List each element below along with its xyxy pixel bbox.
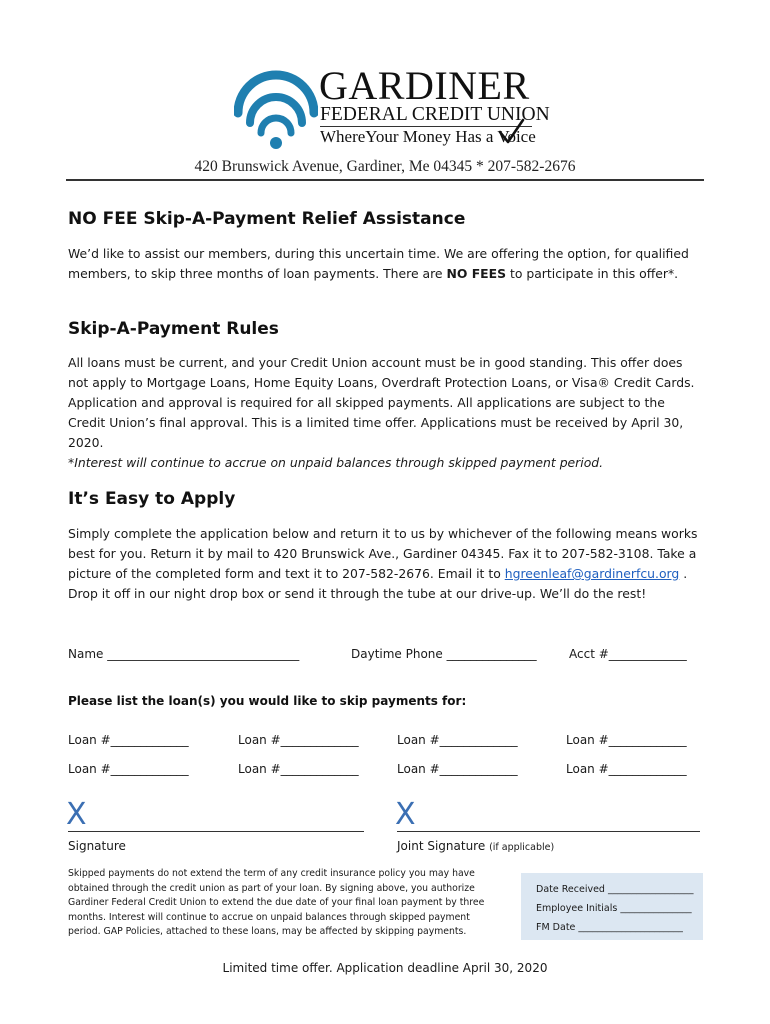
signature-x-mark: X xyxy=(66,797,87,832)
loan-number-field[interactable]: Loan #_____________ xyxy=(68,733,189,747)
logo-tagline: WhereYour Money Has a Voice xyxy=(320,127,536,146)
loan-number-field[interactable]: Loan #_____________ xyxy=(397,762,518,776)
logo-org-name: GARDINER xyxy=(319,63,530,108)
apply-text-start: Simply complete the application below and return it to us by whichever of the following means works best for you. Return it by mail to 420 Brunswick Ave., Gardiner 04345. Fax it to 207-582-3108. Take a picture of the completed form and text it to 207-582-2676. Email it to xyxy=(68,526,698,581)
section-title-relief: NO FEE Skip-A-Payment Relief Assistance xyxy=(68,209,466,229)
joint-signature-x-mark: X xyxy=(395,797,416,832)
credit-union-logo-icon xyxy=(234,67,318,153)
loan-number-field[interactable]: Loan #_____________ xyxy=(566,733,687,747)
apply-text-end: . Drop it off in our night drop box or send it through the tube at our drive-up. We’ll do the rest! xyxy=(68,566,688,601)
loans-heading: Please list the loan(s) you would like to skip payments for: xyxy=(68,694,467,708)
signature-label: Signature xyxy=(68,839,126,853)
section-text-apply xyxy=(68,524,700,604)
loan-number-field[interactable]: Loan #_____________ xyxy=(68,762,189,776)
no-fees-emphasis: NO FEES xyxy=(446,266,507,281)
disclaimer-text: Skipped payments do not extend the term of any credit insurance policy you may have obtained through the credit union as part of your loan. By signing above, you authorize Gardiner Federal Credit Union to extend the due date of your final loan payment by three months. Interest will continue to accrue on unpaid balances through skipped payment period. GAP Policies, attached to these loans, may be affected by skipping payments. xyxy=(68,868,485,937)
section-title-apply: It’s Easy to Apply xyxy=(68,489,236,509)
section-text-rules xyxy=(68,353,704,473)
section-title-rules: Skip-A-Payment Rules xyxy=(68,319,279,339)
checkmark-icon xyxy=(497,118,525,146)
fm-date-field: FM Date ______________________ xyxy=(536,922,683,933)
date-received-field: Date Received __________________ xyxy=(536,884,694,895)
signature-line[interactable] xyxy=(68,831,364,832)
office-use-box xyxy=(521,873,703,940)
joint-signature-label xyxy=(397,839,554,853)
rules-text: All loans must be current, and your Credit Union account must be in good standing. This offer does not apply to Mortgage Loans, Home Equity Loans, Overdraft Protection Loans, or Visa® Credit Cards. Application and approval is required for all skipped payments. All applications are subject to the Credit Union’s final approval. This is a limited time offer. Applications must be received by April 30, 2020. xyxy=(68,355,695,450)
interest-note: *Interest will continue to accrue on unpaid balances through skipped payment period. xyxy=(68,455,604,470)
joint-signature-note: (if applicable) xyxy=(489,842,555,853)
footer-deadline: Limited time offer. Application deadline April 30, 2020 xyxy=(222,961,548,975)
daytime-phone-field[interactable]: Daytime Phone _______________ xyxy=(351,647,537,661)
joint-signature-line[interactable] xyxy=(397,831,700,832)
header-divider xyxy=(66,179,704,181)
loan-number-field[interactable]: Loan #_____________ xyxy=(238,733,359,747)
employee-initials-field: Employee Initials _______________ xyxy=(536,903,692,914)
loan-number-field[interactable]: Loan #_____________ xyxy=(566,762,687,776)
loan-number-field[interactable]: Loan #_____________ xyxy=(238,762,359,776)
section-text-relief xyxy=(68,244,708,284)
relief-text-end: to participate in this offer*. xyxy=(506,266,679,281)
loan-number-field[interactable]: Loan #_____________ xyxy=(397,733,518,747)
relief-text-start: We’d like to assist our members, during this uncertain time. We are offering the option, for qualified members, to skip three months of loan payments. There are xyxy=(68,246,689,281)
joint-signature-text: Joint Signature xyxy=(397,839,486,853)
logo-org-subtitle: FEDERAL CREDIT UNION xyxy=(320,104,550,125)
name-field[interactable]: Name ________________________________ xyxy=(68,647,300,661)
header-address: 420 Brunswick Avenue, Gardiner, Me 04345 * 207-582-2676 xyxy=(194,158,576,175)
email-link[interactable]: hgreenleaf@gardinerfcu.org xyxy=(504,566,680,581)
account-number-field[interactable]: Acct #_____________ xyxy=(569,647,687,661)
